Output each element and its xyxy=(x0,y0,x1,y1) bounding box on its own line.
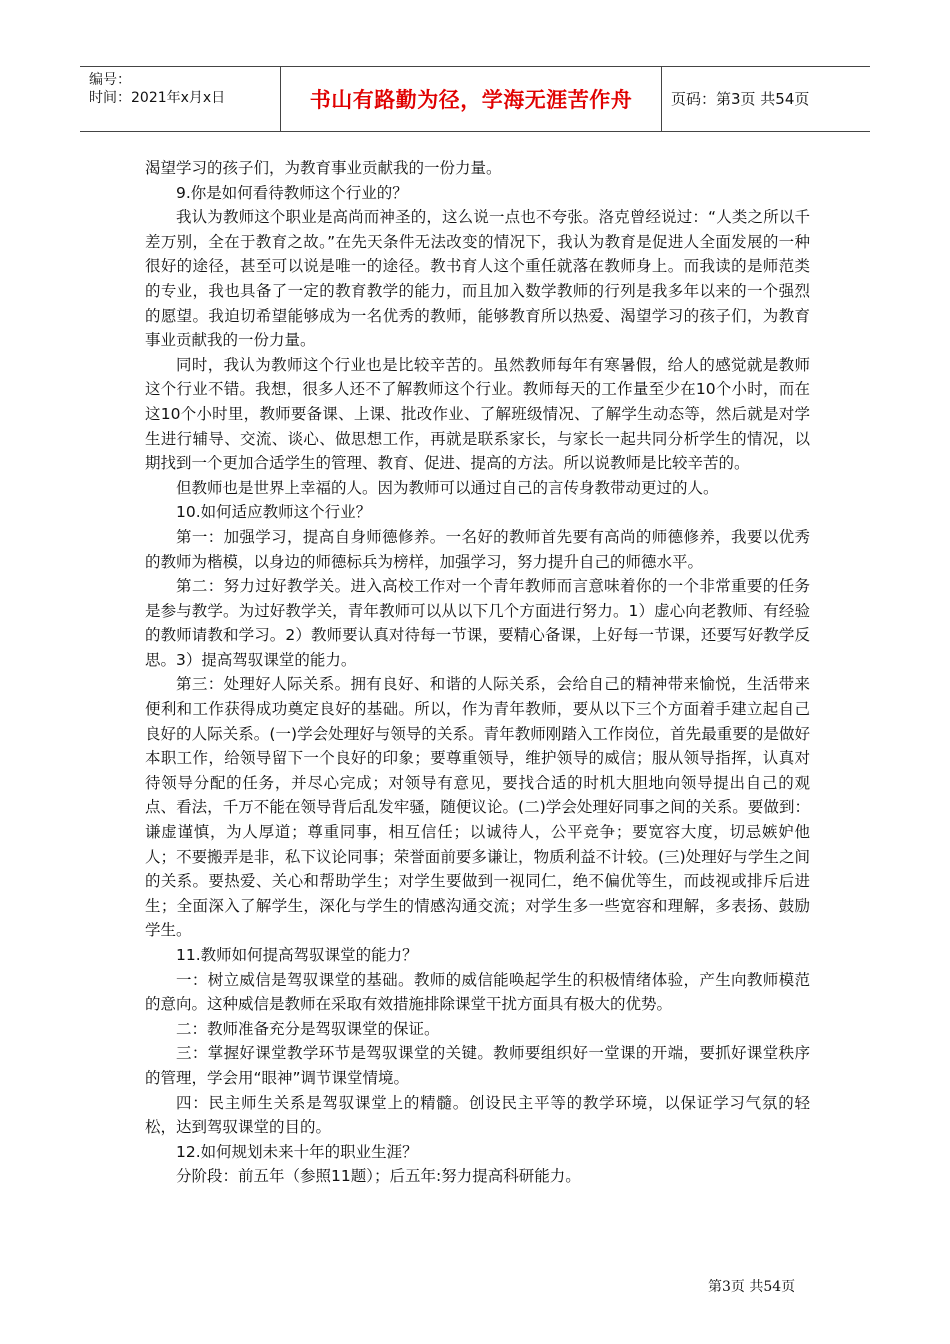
header-motto: 书山有路勤为径，学海无涯苦作舟 xyxy=(309,88,633,112)
document-body xyxy=(145,156,810,1189)
paragraph: 9.你是如何看待教师这个行业的？ xyxy=(176,183,408,202)
paragraph: 10.如何适应教师这个行业？ xyxy=(176,503,372,522)
paragraph: 分阶段：前五年（参照11题）；后五年:努力提高科研能力。 xyxy=(176,1167,581,1186)
header-meta-cell xyxy=(80,67,281,131)
paragraph: 一：树立威信是驾驭课堂的基础。教师的威信能唤起学生的积极情绪体验，产生向教师模范的意向。这种威信是教师在采取有效措施排除课堂干扰方面具有极大的优势。 xyxy=(145,970,810,1014)
paragraph: 第三：处理好人际关系。拥有良好、和谐的人际关系，会给自己的精神带来愉悦，生活带来便利和工作获得成功奠定良好的基础。所以，作为青年教师，要从以下三个方面着手建立起自己良好的人际关系。(一)学会处理好与领导的关系。青年教师刚踏入工作岗位，首先最重要的是做好本职工作，给领导留下一个良好的印象；要尊重领导，维护领导的威信；服从领导指挥，认真对待领导分配的任务，并尽心完成；对领导有意见，要找合适的时机大胆地向领导提出自己的观点、看法，千万不能在领导背后乱发牢骚，随便议论。(二)学会处理好同事之间的关系。要做到：谦虚谨慎，为人厚道；尊重同事，相互信任；以诚待人，公平竞争；要宽容大度，切忌嫉妒他人；不要搬弄是非，私下议论同事；荣誉面前要多谦让，物质利益不计较。(三)处理好与学生之间的关系。要热爱、关心和帮助学生；对学生要做到一视同仁，绝不偏优等生，而歧视或排斥后进生；全面深入了解学生，深化与学生的情感沟通交流；对学生多一些宽容和理解，多表扬、鼓励学生。 xyxy=(145,675,810,940)
paragraph: 同时，我认为教师这个行业也是比较辛苦的。虽然教师每年有寒暑假，给人的感觉就是教师这个行业不错。我想，很多人还不了解教师这个行业。教师每天的工作量至少在10个小时，而在这10个小时里，教师要备课、上课、批改作业、了解班级情况、了解学生动态等，然后就是对学生进行辅导、交流、谈心、做思想工作，再就是联系家长，与家长一起共同分析学生的情况，以期找到一个更加合适学生的管理、教育、促进、提高的方法。所以说教师是比较辛苦的。 xyxy=(145,355,810,473)
paragraph: 11.教师如何提高驾驭课堂的能力？ xyxy=(176,946,418,964)
paragraph: 我认为教师这个职业是高尚而神圣的，这么说一点也不夸张。洛克曾经说过：“人类之所以千差万别，全在于教育之故。”在先天条件无法改变的情况下，我认为教育是促进人全面发展的一种很好的途径，甚至可以说是唯一的途径。教书育人这个重任就落在教师身上。而我读的是师范类的专业，我也具备了一定的教育教学的能力，而且加入数学教师的行列是我多年以来的一个强烈的愿望。我迫切希望能够成为一名优秀的教师，能够教育所以热爱、渴望学习的孩子们，为教育事业贡献我的一份力量。 xyxy=(145,208,810,350)
paragraph: 三：掌握好课堂教学环节是驾驭课堂的关键。教师要组织好一堂课的开端，要抓好课堂秩序的管理，学会用“眼神”调节课堂情境。 xyxy=(145,1044,810,1087)
header-motto-cell xyxy=(281,67,662,131)
document-code-label: 编号： xyxy=(89,72,131,88)
paragraph: 但教师也是世界上幸福的人。因为教师可以通过自己的言传身教带动更过的人。 xyxy=(176,478,719,497)
paragraph: 四：民主师生关系是驾驭课堂上的精髓。创设民主平等的教学环境，以保证学习气氛的轻松，达到驾驭课堂的目的。 xyxy=(145,1093,810,1137)
header-page-cell xyxy=(662,67,870,131)
paragraph: 渴望学习的孩子们，为教育事业贡献我的一份力量。 xyxy=(145,159,502,177)
header-page-number: 页码：第3页 共54页 xyxy=(671,90,810,108)
document-date-label: 时间：2021年x月x日 xyxy=(89,90,226,106)
paragraph: 12.如何规划未来十年的职业生涯？ xyxy=(176,1142,418,1161)
page-header xyxy=(80,66,870,132)
paragraph: 第二：努力过好教学关。进入高校工作对一个青年教师而言意味着你的一个非常重要的任务是参与教学。为过好教学关，青年教师可以从以下几个方面进行努力。1）虚心向老教师、有经验的教师请教和学习。2）教师要认真对待每一节课，要精心备课，上好每一节课，还要写好教学反思。3）提高驾驭课堂的能力。 xyxy=(145,577,810,669)
footer-page-number: 第3页 共54页 xyxy=(708,1279,796,1295)
paragraph: 第一：加强学习，提高自身师德修养。一名好的教师首先要有高尚的师德修养，我要以优秀的教师为楷模，以身边的师德标兵为榜样，加强学习，努力提升自己的师德水平。 xyxy=(145,527,810,571)
paragraph: 二：教师准备充分是驾驭课堂的保证。 xyxy=(176,1019,440,1038)
